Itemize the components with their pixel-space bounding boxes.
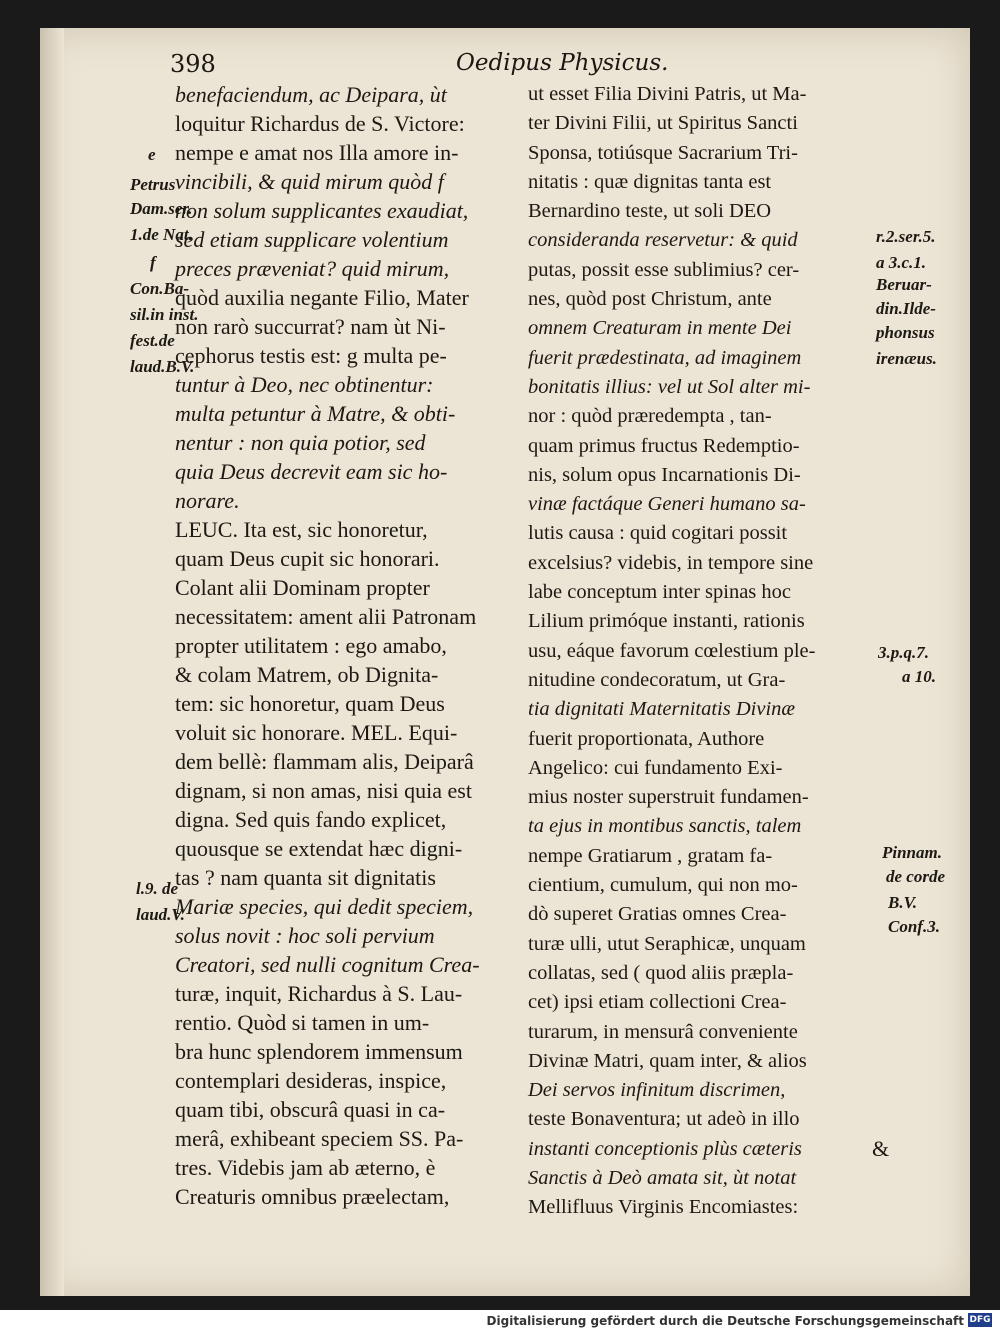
text-line: putas, possit esse sublimius? cer- xyxy=(528,258,800,281)
margin-note: Conf.3. xyxy=(888,917,940,936)
text-line: ut esset Filia Divini Patris, ut Ma- xyxy=(528,83,807,105)
catchword: & xyxy=(872,1136,890,1161)
text-line: Lilium primóque instanti, rationis xyxy=(528,610,805,633)
text-line: nempe Gratiarum , gratam fa- xyxy=(528,844,773,867)
text-line: tres. Videbis jam ab æterno, è xyxy=(175,1155,436,1180)
text-line: tem: sic honoretur, quam Deus xyxy=(175,691,445,716)
text-line: non solum supplicantes exaudiat, xyxy=(175,198,469,223)
margin-note: f xyxy=(150,253,156,272)
text-line: turarum, in mensurâ conveniente xyxy=(528,1020,798,1043)
funding-credit: Digitalisierung gefördert durch die Deutsche Forschungsgemeinschaft xyxy=(486,1314,964,1328)
margin-note: irenæus. xyxy=(876,349,937,368)
text-line: non rarò succurrat? nam ùt Ni- xyxy=(175,314,446,339)
margin-note: a 10. xyxy=(902,667,936,686)
text-line: quam Deus cupit sic honorari. xyxy=(175,546,440,571)
text-line: quam primus fructus Redemptio- xyxy=(528,434,800,457)
text-line: ta ejus in montibus sanctis, talem xyxy=(528,815,802,838)
page-number: 398 xyxy=(170,50,216,78)
margin-note: 1.de Nat. xyxy=(130,225,193,244)
text-line: & colam Matrem, ob Dignita- xyxy=(175,662,439,687)
margin-note: r.2.ser.5. xyxy=(876,227,936,246)
margin-note: din.Ilde- xyxy=(876,299,936,318)
text-line: nentur : non quia potior, sed xyxy=(175,430,426,455)
text-line: cephorus testis est: g multa pe- xyxy=(175,343,447,368)
text-line: nitatis : quæ dignitas tanta est xyxy=(528,170,772,193)
text-line: digna. Sed quis fando explicet, xyxy=(175,807,447,832)
text-line: dignam, si non amas, nisi quia est xyxy=(175,778,472,803)
text-line: quousque se extendat hæc digni- xyxy=(175,836,463,861)
text-line: merâ, exhibeant speciem SS. Pa- xyxy=(175,1126,464,1151)
text-line: dò superet Gratias omnes Crea- xyxy=(528,903,787,926)
text-line: tia dignitati Maternitatis Divinæ xyxy=(528,698,796,721)
text-line: tas ? nam quanta sit dignitatis xyxy=(175,865,436,890)
left-text-column xyxy=(175,80,550,1211)
right-text-column xyxy=(528,80,878,1223)
text-line: excelsius? videbis, in tempore sine xyxy=(528,551,814,574)
text-line: Creatori, sed nulli cognitum Crea- xyxy=(175,952,480,977)
text-line: Mariæ species, qui dedit speciem, xyxy=(175,894,474,919)
text-line: labe conceptum inter spinas hoc xyxy=(528,581,791,604)
text-line: instanti conceptionis plùs cæteris xyxy=(528,1137,802,1160)
text-line: cet) ipsi etiam collectioni Crea- xyxy=(528,991,787,1014)
text-line: lutis causa : quid cogitari possit xyxy=(528,522,788,545)
text-line: Divinæ Matri, quam inter, & alios xyxy=(528,1049,807,1072)
margin-note: laud.B.V. xyxy=(130,357,195,376)
text-line: rentio. Quòd si tamen in um- xyxy=(175,1010,430,1035)
text-line: quòd auxilia negante Filio, Mater xyxy=(175,285,469,310)
text-line: loquitur Richardus de S. Victore: xyxy=(175,111,465,136)
margin-note: Pinnam. xyxy=(882,843,942,862)
text-line: sed etiam supplicare volentium xyxy=(175,227,449,252)
text-line: nor : quòd præredempta , tan- xyxy=(528,405,772,428)
text-line: Sanctis à Deò amata sit, ùt notat xyxy=(528,1166,797,1189)
text-line: Sponsa, totiúsque Sacrarium Tri- xyxy=(528,141,798,164)
text-line: voluit sic honorare. MEL. Equi- xyxy=(175,720,458,745)
text-line: nes, quòd post Christum, ante xyxy=(528,288,772,311)
margin-note: sil.in inst. xyxy=(130,305,199,324)
text-line: nempe e amat nos Illa amore in- xyxy=(175,140,459,165)
margin-note: Beruar- xyxy=(876,275,932,294)
text-line: LEUC. Ita est, sic honoretur, xyxy=(175,517,428,542)
text-line: necessitatem: ament alii Patronam xyxy=(175,604,477,629)
text-line: quam tibi, obscurâ quasi in ca- xyxy=(175,1097,446,1122)
text-line: quia Deus decrevit eam sic ho- xyxy=(175,459,448,484)
text-line: cientium, cumulum, qui non mo- xyxy=(528,874,798,897)
text-line: vincibili, & quid mirum quòd f xyxy=(175,169,444,194)
text-line: turæ ulli, utut Seraphicæ, unquam xyxy=(528,932,806,955)
text-line: contemplari desideras, inspice, xyxy=(175,1068,447,1093)
text-line: ter Divini Filii, ut Spiritus Sancti xyxy=(528,112,798,135)
margin-note: Petrus xyxy=(130,175,176,194)
text-line: omnem Creaturam in mente Dei xyxy=(528,317,792,340)
margin-note: laud.V. xyxy=(136,905,185,924)
text-line: tuntur à Deo, nec obtinentur: xyxy=(175,372,434,397)
text-line: norare. xyxy=(175,488,240,513)
margin-note: Dam.ser. xyxy=(130,199,193,218)
text-line: Mellifluus Virginis Encomiastes: xyxy=(528,1196,799,1219)
text-line: bonitatis illius: vel ut Sol alter mi- xyxy=(528,375,811,398)
text-line: multa petuntur à Matre, & obti- xyxy=(175,401,456,426)
text-line: Colant alii Dominam propter xyxy=(175,575,430,600)
page-gutter xyxy=(40,28,64,1296)
text-line: fuerit proportionata, Authore xyxy=(528,727,765,750)
text-line: usu, eáque favorum cœlestium ple- xyxy=(528,639,816,662)
text-line: Angelico: cui fundamento Exi- xyxy=(528,756,783,779)
text-line: mius noster superstruit fundamen- xyxy=(528,786,809,809)
margin-note: 3.p.q.7. xyxy=(878,643,929,662)
text-line: fuerit prædestinata, ad imaginem xyxy=(528,346,802,369)
text-line: nitudine condecoratum, ut Gra- xyxy=(528,668,786,691)
margin-note: Con.Ba- xyxy=(130,279,190,298)
text-line: vinæ factáque Generi humano sa- xyxy=(528,493,806,516)
text-line: teste Bonaventura; ut adeò in illo xyxy=(528,1108,800,1131)
margin-note: de corde xyxy=(886,867,946,886)
text-line: Dei servos infinitum discrimen, xyxy=(528,1079,786,1102)
margin-note: fest.de xyxy=(130,331,175,350)
text-line: nis, solum opus Incarnationis Di- xyxy=(528,463,801,486)
text-line: propter utilitatem : ego amabo, xyxy=(175,633,447,658)
running-title: Oedipus Physicus. xyxy=(456,50,669,76)
text-line: consideranda reservetur: & quid xyxy=(528,229,798,252)
margin-note: phonsus xyxy=(876,323,935,342)
dfg-logo-icon: DFG xyxy=(969,1315,991,1325)
margin-note: a 3.c.1. xyxy=(876,253,927,272)
margin-note: B.V. xyxy=(888,893,917,912)
text-line: Bernardino teste, ut soli DEO xyxy=(528,200,772,223)
text-line: preces præveniat? quid mirum, xyxy=(175,256,450,281)
text-line: solus novit : hoc soli pervium xyxy=(175,923,435,948)
margin-note: l.9. de xyxy=(136,879,179,898)
text-line: collatas, sed ( quod aliis præpla- xyxy=(528,961,794,984)
text-line: bra hunc splendorem immensum xyxy=(175,1039,463,1064)
text-line: benefaciendum, ac Deipara, ùt xyxy=(175,82,447,107)
text-line: Creaturis omnibus præelectam, xyxy=(175,1184,450,1209)
text-line: dem bellè: flammam alis, Deiparâ xyxy=(175,749,474,774)
text-line: turæ, inquit, Richardus à S. Lau- xyxy=(175,981,463,1006)
margin-note: e xyxy=(148,145,156,164)
